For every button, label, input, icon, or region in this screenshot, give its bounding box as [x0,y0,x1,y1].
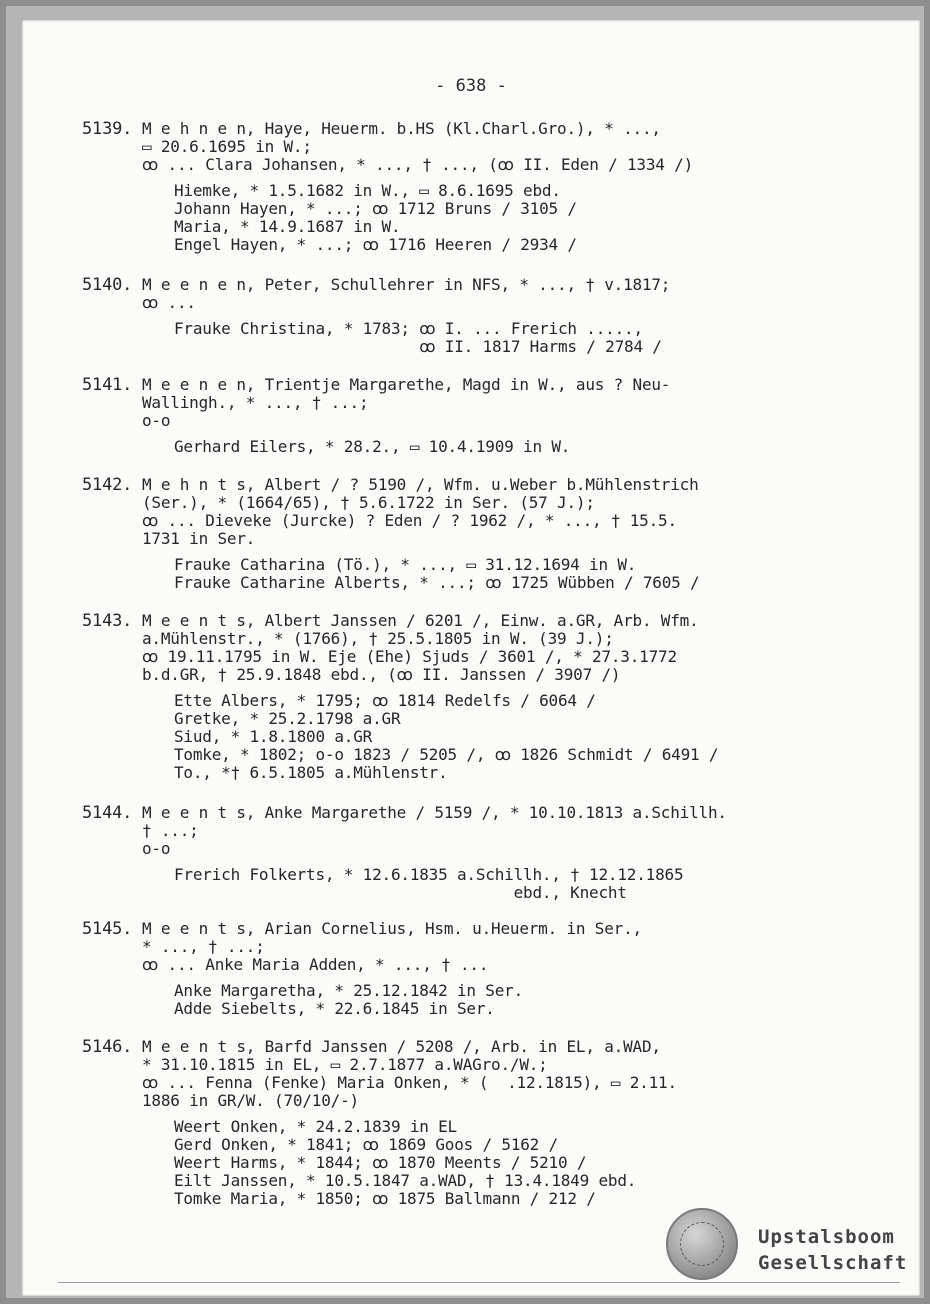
entry-line: ꝏ ... Clara Johansen, * ..., † ..., (ꝏ II. Eden / 1334 /) [142,155,693,174]
child-line: Frauke Christina, * 1783; ꝏ I. ... Frerich ....., [174,319,643,338]
entry-line: b.d.GR, † 25.9.1848 ebd., (ꝏ II. Janssen / 3907 /) [142,665,621,684]
child-line: Siud, * 1.8.1800 a.GR [174,727,373,746]
child-line: To., *† 6.5.1805 a.Mühlenstr. [174,763,448,782]
child-line: Adde Siebelts, * 22.6.1845 in Ser. [174,999,495,1018]
entry-line: o-o [142,411,171,430]
entry-line: ▭ 20.6.1695 in W.; [142,137,312,156]
child-line: Gretke, * 25.2.1798 a.GR [174,709,401,728]
entry-line: 1731 in Ser. [142,529,256,548]
entry-line: a.Mühlenstr., * (1766), † 25.5.1805 in W. (39 J.); [142,629,614,648]
child-line: Weert Harms, * 1844; ꝏ 1870 Meents / 5210 / [174,1153,587,1172]
logo-line-2: Gesellschaft [758,1252,908,1274]
page-number: - 638 - [435,76,507,96]
child-line: Weert Onken, * 24.2.1839 in EL [174,1117,457,1136]
entry-line: M e h n e n, Haye, Heuerm. b.HS (Kl.Charl.Gro.), * ..., [142,119,661,138]
entry-number: 5146. [82,1037,133,1057]
entry-line: ꝏ ... [142,293,196,312]
entry-line: * 31.10.1815 in EL, ▭ 2.7.1877 a.WAGro./W.; [142,1055,548,1074]
child-line: Frauke Catharina (Tö.), * ..., ▭ 31.12.1694 in W. [174,555,637,574]
entry-line: ꝏ ... Dieveke (Jurcke) ? Eden / ? 1962 /, * ..., † 15.5. [142,511,677,530]
entry-line: M e e n t s, Anke Margarethe / 5159 /, * 10.10.1813 a.Schillh. [142,803,727,822]
child-line: Maria, * 14.9.1687 in W. [174,217,401,236]
entry-line: ꝏ 19.11.1795 in W. Eje (Ehe) Sjuds / 3601 /, * 27.3.1772 [142,647,677,666]
entry-line: M e e n e n, Trientje Margarethe, Magd in W., aus ? Neu- [142,375,671,394]
entry-number: 5141. [82,375,133,395]
child-line: ebd., Knecht [174,883,627,902]
entry-line: M e e n t s, Arian Cornelius, Hsm. u.Heuerm. in Ser., [142,919,642,938]
child-line: Hiemke, * 1.5.1682 in W., ▭ 8.6.1695 ebd. [174,181,561,200]
entry-number: 5144. [82,803,133,823]
entry-line: * ..., † ...; [142,937,265,956]
entry-number: 5140. [82,275,133,295]
entry-line: M e h n t s, Albert / ? 5190 /, Wfm. u.Weber b.Mühlenstrich [142,475,699,494]
child-line: Tomke Maria, * 1850; ꝏ 1875 Ballmann / 212 / [174,1189,596,1208]
entry-number: 5145. [82,919,133,939]
child-line: Engel Hayen, * ...; ꝏ 1716 Heeren / 2934 / [174,235,577,254]
child-line: Johann Hayen, * ...; ꝏ 1712 Bruns / 3105 / [174,199,577,218]
logo-line-1: Upstalsboom [758,1226,895,1248]
child-line: Frauke Catharine Alberts, * ...; ꝏ 1725 Wübben / 7605 / [174,573,700,592]
entry-line: † ...; [142,821,199,840]
child-line: Anke Margaretha, * 25.12.1842 in Ser. [174,981,524,1000]
entry-line: M e e n t s, Barfd Janssen / 5208 /, Arb. in EL, a.WAD, [142,1037,661,1056]
entry-line: M e e n t s, Albert Janssen / 6201 /, Einw. a.GR, Arb. Wfm. [142,611,699,630]
child-line: Gerd Onken, * 1841; ꝏ 1869 Goos / 5162 / [174,1135,558,1154]
entry-line: o-o [142,839,171,858]
entry-line: Wallingh., * ..., † ...; [142,393,369,412]
upstalsboom-logo [666,1196,906,1292]
entry-number: 5143. [82,611,133,631]
seal-icon [666,1208,738,1280]
entry-line: M e e n e n, Peter, Schullehrer in NFS, * ..., † v.1817; [142,275,671,294]
entry-line: (Ser.), * (1664/65), † 5.6.1722 in Ser. (57 J.); [142,493,595,512]
document-page [22,20,920,1296]
entry-line: ꝏ ... Anke Maria Adden, * ..., † ... [142,955,489,974]
entry-line: ꝏ ... Fenna (Fenke) Maria Onken, * ( .12.1815), ▭ 2.11. [142,1073,677,1092]
scan-frame [6,6,924,1298]
entry-number: 5142. [82,475,133,495]
entry-number: 5139. [82,119,133,139]
entry-line: 1886 in GR/W. (70/10/-) [142,1091,359,1110]
child-line: Frerich Folkerts, * 12.6.1835 a.Schillh., † 12.12.1865 [174,865,684,884]
child-line: ꝏ II. 1817 Harms / 2784 / [174,337,662,356]
child-line: Tomke, * 1802; o-o 1823 / 5205 /, ꝏ 1826 Schmidt / 6491 / [174,745,719,764]
child-line: Eilt Janssen, * 10.5.1847 a.WAD, † 13.4.1849 ebd. [174,1171,637,1190]
child-line: Gerhard Eilers, * 28.2., ▭ 10.4.1909 in W. [174,437,571,456]
child-line: Ette Albers, * 1795; ꝏ 1814 Redelfs / 6064 / [174,691,596,710]
